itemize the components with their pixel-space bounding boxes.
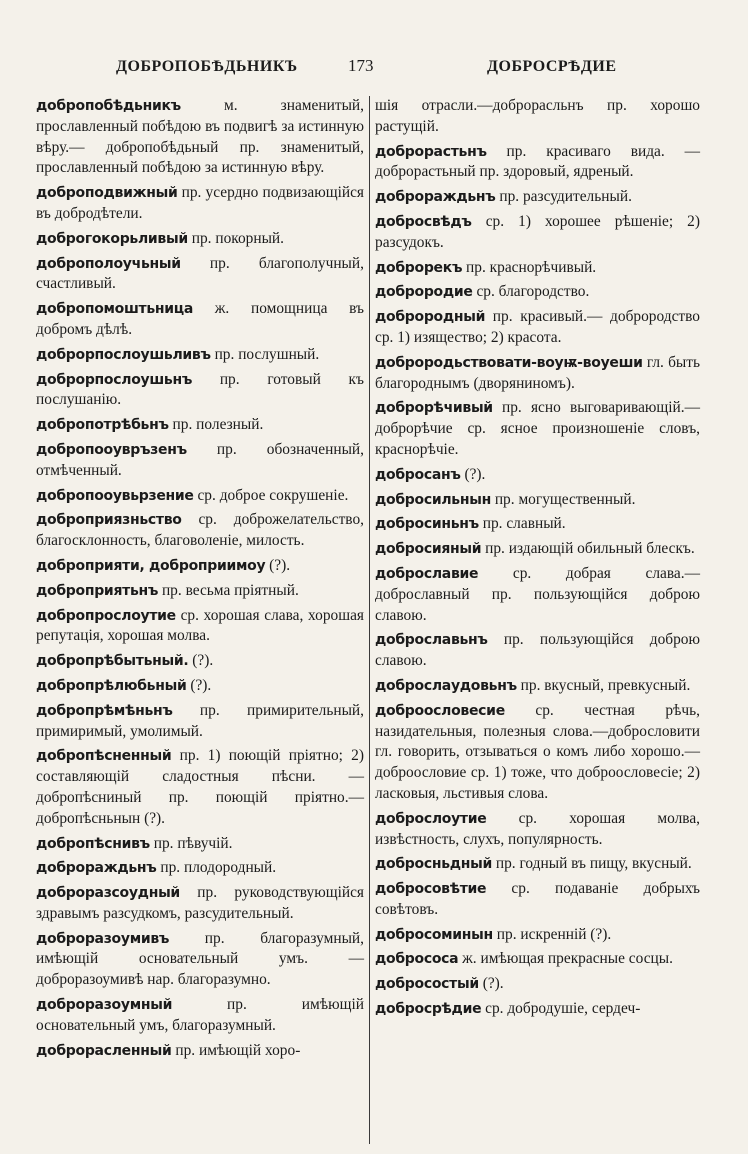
- entry-headword: доброрѣчивый: [375, 400, 493, 417]
- entry-headword: доброрасленный: [36, 1042, 172, 1059]
- entry-headword: доброславьнъ: [375, 632, 488, 649]
- dictionary-entry: [36, 581, 364, 602]
- entry-headword: доброродие: [375, 284, 473, 301]
- dictionary-entry: [36, 440, 364, 482]
- dictionary-entry: [375, 490, 700, 511]
- entry-definition: пр. славный.: [478, 515, 566, 533]
- entry-headword: добропрѣбытьный.: [36, 653, 189, 670]
- dictionary-entry: [36, 229, 364, 250]
- dictionary-entry: [36, 254, 364, 296]
- dictionary-entry: [36, 606, 364, 648]
- dictionary-entry: [375, 514, 700, 535]
- dictionary-entry: [375, 949, 700, 970]
- dictionary-entry: [375, 999, 700, 1020]
- entry-definition: ср. добродушіе, сердеч-: [481, 1000, 641, 1018]
- dictionary-entry: [375, 307, 700, 349]
- entry-definition: пр. пользующійся доброю славою.: [375, 631, 700, 670]
- entry-headword: добросовѣтие: [375, 881, 487, 898]
- entry-definition: ср. доброжелательство, благосклонность, благоволеніе, милость.: [36, 511, 364, 550]
- entry-headword: доброраждьнъ: [375, 189, 496, 206]
- dictionary-entry: [375, 398, 700, 460]
- entry-definition: ср. 1) хорошее рѣшеніе; 2) разсудокъ.: [375, 212, 700, 251]
- dictionary-entry: [36, 676, 364, 697]
- entry-headword: добросильнын: [375, 491, 491, 508]
- dictionary-entry: [375, 925, 700, 946]
- entry-definition: пр. усердно подвизающійся въ добродѣтели.: [36, 184, 364, 222]
- entry-headword: добропрѣлюбьный: [36, 677, 187, 694]
- dictionary-entry: [375, 564, 700, 626]
- dictionary-entry: [375, 96, 700, 138]
- entry-headword: добропобѣдьникъ: [36, 98, 181, 114]
- entry-headword: доброродьствовати-воуѭ-воуеши: [375, 354, 643, 371]
- entry-definition: шія отрасли.—доброрасльнъ пр. хорошо растущій.: [375, 97, 700, 135]
- entry-headword: доброславие: [375, 565, 479, 582]
- entry-definition: пр. примирительный, примиримый, умолимый.: [36, 701, 364, 740]
- entry-definition: пр. имѣющій хоро-: [171, 1041, 301, 1059]
- running-head-left: ДОБРОПОБѢДЬНИКЪ: [116, 58, 298, 75]
- entry-headword: добрососа: [375, 951, 459, 968]
- entry-definition: (?).: [478, 975, 504, 993]
- dictionary-entry: [36, 701, 364, 743]
- dictionary-entry: [375, 258, 700, 279]
- dictionary-entry: [375, 187, 700, 208]
- entry-definition: пр. могущественный.: [490, 490, 636, 508]
- dictionary-entry: [36, 929, 364, 991]
- entry-definition: м. знаменитый, прославленный побѣдою въ подвигѣ за истинную вѣру.— добропобѣдьный пр. знаменитый, прославленный побѣдою за истинную вѣру.: [36, 97, 364, 177]
- dictionary-entry: [375, 282, 700, 303]
- entry-headword: добросостый: [375, 976, 479, 993]
- entry-headword: добропоoувръзенъ: [36, 441, 187, 458]
- entry-headword: добросоминын: [375, 926, 493, 943]
- entry-headword: доброословесие: [375, 702, 505, 719]
- dictionary-entry: [36, 651, 364, 672]
- entry-headword: добросвѣдъ: [375, 213, 472, 230]
- entry-headword: доброприятьнъ: [36, 582, 159, 599]
- entry-definition: (?).: [186, 676, 212, 694]
- entry-headword: добросньдный: [375, 856, 493, 873]
- dictionary-entry: [36, 183, 364, 225]
- entry-definition: пр. издающій обильный блескъ.: [481, 540, 695, 558]
- entry-headword: доброродный: [375, 309, 486, 326]
- entry-headword: доброрпослоушьнъ: [36, 371, 193, 388]
- dictionary-entry: [375, 353, 700, 395]
- dictionary-entry: [375, 676, 700, 697]
- entry-definition: пр. готовый къ послушанію.: [36, 370, 364, 409]
- dictionary-entry: [375, 809, 700, 851]
- entry-headword: доброслаудовьнъ: [375, 677, 517, 694]
- entry-definition: пр. разсудительный.: [495, 188, 632, 206]
- page-number: 173: [348, 56, 374, 75]
- entry-headword: доброслоутие: [375, 810, 487, 827]
- entry-definition: пр. искренній (?).: [492, 925, 612, 943]
- entry-headword: доброполоучьный: [36, 255, 181, 272]
- entry-definition: пр. 1) поющій пріятно; 2) составляющій сладостныя пѣсни. — добропѣсниный пр. поющій пріятно.—добропѣсньнын (?).: [36, 747, 364, 827]
- entry-headword: добропрослоутие: [36, 607, 176, 624]
- entry-definition: пр. руководствующійся здравымъ разсудкомъ, разсудительный.: [36, 884, 364, 922]
- entry-definition: пр. благополучный, счастливый.: [36, 254, 364, 293]
- entry-headword: доброразоумивъ: [36, 930, 170, 947]
- entry-headword: добросияный: [375, 541, 482, 558]
- right-column: [375, 96, 700, 1024]
- dictionary-entry: [36, 995, 364, 1037]
- dictionary-entry: [36, 345, 364, 366]
- entry-headword: добросанъ: [375, 466, 461, 483]
- entry-definition: пр. плодородный.: [156, 859, 277, 877]
- entry-headword: доброрпослоушьливъ: [36, 346, 211, 363]
- entry-definition: пр. полезный.: [168, 416, 264, 434]
- dictionary-entry: [36, 415, 364, 436]
- entry-definition: ср. доброе сокрушеніе.: [193, 486, 349, 504]
- entry-definition: (?).: [265, 556, 291, 574]
- entry-definition: гл. быть благороднымъ (дворяниномъ).: [375, 353, 700, 392]
- entry-headword: доброрекъ: [375, 259, 463, 276]
- entry-headword: доброразоумный: [36, 997, 173, 1014]
- dictionary-entry: [36, 834, 364, 855]
- dictionary-entry: [375, 539, 700, 560]
- entry-definition: (?).: [460, 465, 486, 483]
- entry-headword: добропрѣмѣньнъ: [36, 702, 173, 719]
- dictionary-entry: [36, 299, 364, 341]
- entry-headword: добросиньнъ: [375, 516, 479, 533]
- entry-headword: добросрѣдие: [375, 1001, 482, 1018]
- entry-definition: пр. благоразумный, имѣющій основательный умъ. — доброразоумивѣ нар. благоразумно.: [36, 929, 364, 989]
- entry-definition: ср. хорошая слава, хорошая репутація, хорошая молва.: [36, 606, 364, 645]
- dictionary-entry: [375, 142, 700, 184]
- dictionary-entry: [375, 974, 700, 995]
- entry-definition: ж. помощница въ добромъ дѣлѣ.: [36, 300, 364, 338]
- entry-headword: доброрастьнъ: [375, 143, 487, 160]
- entry-headword: добропѣснивъ: [36, 835, 150, 852]
- dictionary-entry: [375, 701, 700, 805]
- entry-definition: ср. честная рѣчь, назидательныя, полезныя слова.—добрословити гл. говорить, отзываться о комъ либо хорошо.—доброословие ср. 1) тоже, что доброословесіе; 2) ласковыя, льстивыя слова.: [375, 701, 700, 802]
- entry-headword: добропѣсненный: [36, 748, 172, 765]
- entry-headword: добропомоштьница: [36, 301, 194, 318]
- entry-definition: пр. красивый.— доброродство ср. 1) изящество; 2) красота.: [375, 308, 700, 346]
- entry-definition: пр. послушный.: [210, 345, 320, 363]
- entry-definition: пр. пѣвучій.: [149, 834, 233, 852]
- dictionary-entry: [36, 486, 364, 507]
- dictionary-entry: [375, 212, 700, 254]
- running-head-right: ДОБРОСРѢДИЕ: [487, 58, 617, 75]
- entry-definition: пр. имѣющій основательный умъ, благоразумный.: [36, 996, 364, 1034]
- dictionary-entry: [36, 1041, 364, 1062]
- entry-definition: (?).: [188, 652, 214, 670]
- dictionary-entry: [375, 465, 700, 486]
- entry-definition: пр. красиваго вида. — доброрастьный пр. здоровый, ядреный.: [375, 142, 700, 181]
- column-divider: [369, 96, 370, 1144]
- entry-definition: пр. краснорѣчивый.: [462, 258, 597, 276]
- dictionary-entry: [36, 556, 364, 577]
- entry-definition: пр. годный въ пищу, вкусный.: [492, 855, 692, 873]
- dictionary-entry: [375, 854, 700, 875]
- entry-definition: пр. вкусный, превкусный.: [516, 676, 691, 694]
- entry-headword: доброраждьнъ: [36, 860, 157, 877]
- entry-headword: доброгокорьливый: [36, 230, 188, 247]
- entry-headword: добропоoувьрзение: [36, 487, 194, 504]
- page-header: [30, 58, 720, 86]
- entry-headword: доброприяти, доброприимоу: [36, 557, 266, 574]
- entry-definition: пр. покорный.: [187, 229, 285, 247]
- entry-definition: ср. хорошая молва, извѣстность, слухъ, популярность.: [375, 809, 700, 848]
- entry-definition: ср. подаваніе добрыхъ совѣтовъ.: [375, 880, 700, 918]
- entry-definition: пр. весьма пріятный.: [158, 581, 299, 599]
- entry-definition: ж. имѣющая прекрасные сосцы.: [458, 950, 673, 968]
- entry-definition: ср. добрая слава.—доброславный пр. пользующійся доброю славою.: [375, 564, 700, 624]
- entry-definition: пр. ясно выговаривающій.—доброрѣчие ср. ясное произношеніе словъ, краснорѣчіе.: [375, 399, 700, 458]
- entry-definition: пр. обозначенный, отмѣченный.: [36, 440, 364, 479]
- dictionary-entry: [36, 370, 364, 412]
- entry-definition: ср. благородство.: [472, 283, 590, 301]
- dictionary-entry: [375, 630, 700, 672]
- dictionary-entry: [36, 746, 364, 829]
- left-column: [36, 96, 364, 1065]
- entry-headword: доброразсоудный: [36, 885, 180, 902]
- entry-headword: доброприязньство: [36, 512, 182, 529]
- dictionary-entry: [36, 883, 364, 925]
- dictionary-entry: [36, 858, 364, 879]
- dictionary-entry: [36, 96, 364, 179]
- entry-headword: доброподвижный: [36, 185, 178, 202]
- entry-headword: добропотрѣбьнъ: [36, 417, 169, 434]
- dictionary-entry: [375, 879, 700, 921]
- dictionary-entry: [36, 510, 364, 552]
